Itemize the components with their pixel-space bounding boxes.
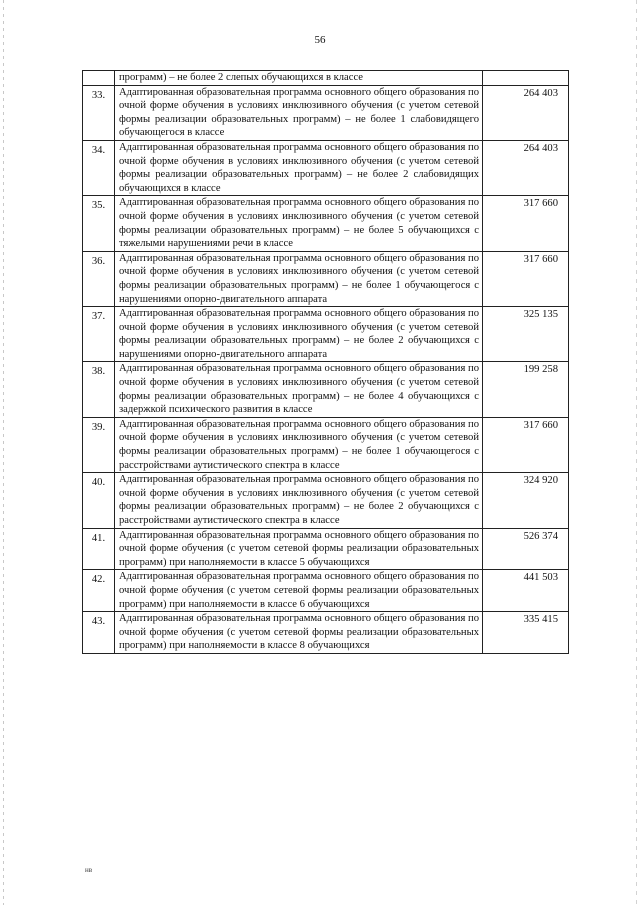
row-number: 38. xyxy=(83,362,115,417)
row-number: 43. xyxy=(83,612,115,654)
table-row xyxy=(83,140,569,195)
table-row-continuation xyxy=(83,71,569,86)
row-number: 41. xyxy=(83,528,115,570)
table-row xyxy=(83,85,569,140)
row-value: 317 660 xyxy=(483,251,569,306)
row-description: Адаптированная образовательная программа основного общего образования по очной форме обучения в условиях инклюзивного обучения (с учетом сетевой формы реализации образовательных программ) – не более 4 обучающихся с задержкой психического развития в классе xyxy=(115,362,483,417)
footer-mark: нв xyxy=(85,866,93,874)
table-row xyxy=(83,251,569,306)
row-description: Адаптированная образовательная программа основного общего образования по очной форме обучения в условиях инклюзивного обучения (с учетом сетевой формы реализации образовательных программ) – не более 1 обучающегося с расстройствами аутистического спектра в классе xyxy=(115,417,483,472)
table-row xyxy=(83,362,569,417)
row-number xyxy=(83,71,115,86)
row-value: 526 374 xyxy=(483,528,569,570)
table-body xyxy=(83,71,569,654)
row-value: 317 660 xyxy=(483,417,569,472)
table-row xyxy=(83,612,569,654)
row-description: Адаптированная образовательная программа основного общего образования по очной форме обучения в условиях инклюзивного обучения (с учетом сетевой формы реализации образовательных программ) – не более 1 слабовидящего обучающегося в классе xyxy=(115,85,483,140)
table-row xyxy=(83,528,569,570)
scan-edge-right xyxy=(636,0,637,905)
row-description: Адаптированная образовательная программа основного общего образования по очной форме обучения в условиях инклюзивного обучения (с учетом сетевой формы реализации образовательных программ) – не более 1 обучающегося с нарушениями опорно-двигательного аппарата xyxy=(115,251,483,306)
row-value xyxy=(483,71,569,86)
row-description: Адаптированная образовательная программа основного общего образования по очной форме обучения (с учетом сетевой формы реализации образовательных программ) при наполняемости в классе 6 обучающихся xyxy=(115,570,483,612)
row-value: 264 403 xyxy=(483,140,569,195)
row-number: 42. xyxy=(83,570,115,612)
row-value: 325 135 xyxy=(483,307,569,362)
row-number: 40. xyxy=(83,473,115,528)
row-value: 264 403 xyxy=(483,85,569,140)
row-value: 441 503 xyxy=(483,570,569,612)
row-value: 324 920 xyxy=(483,473,569,528)
table-row xyxy=(83,307,569,362)
row-number: 35. xyxy=(83,196,115,251)
row-description: Адаптированная образовательная программа основного общего образования по очной форме обучения (с учетом сетевой формы реализации образовательных программ) при наполняемости в классе 8 обучающихся xyxy=(115,612,483,654)
scan-edge-left xyxy=(3,0,4,905)
row-description: Адаптированная образовательная программа основного общего образования по очной форме обучения в условиях инклюзивного обучения (с учетом сетевой формы реализации образовательных программ) – не более 5 обучающихся с тяжелыми нарушениями речи в классе xyxy=(115,196,483,251)
row-description: Адаптированная образовательная программа основного общего образования по очной форме обучения в условиях инклюзивного обучения (с учетом сетевой формы реализации образовательных программ) – не более 2 обучающихся с нарушениями опорно-двигательного аппарата xyxy=(115,307,483,362)
tariff-table xyxy=(82,70,569,654)
row-number: 34. xyxy=(83,140,115,195)
page-number: 56 xyxy=(314,34,326,46)
table-row xyxy=(83,417,569,472)
table-row xyxy=(83,570,569,612)
row-description: Адаптированная образовательная программа основного общего образования по очной форме обучения (с учетом сетевой формы реализации образовательных программ) при наполняемости в классе 5 обучающихся xyxy=(115,528,483,570)
row-value: 317 660 xyxy=(483,196,569,251)
row-description: Адаптированная образовательная программа основного общего образования по очной форме обучения в условиях инклюзивного обучения (с учетом сетевой формы реализации образовательных программ) – не более 2 обучающихся с расстройствами аутистического спектра в классе xyxy=(115,473,483,528)
row-value: 199 258 xyxy=(483,362,569,417)
row-number: 39. xyxy=(83,417,115,472)
row-number: 37. xyxy=(83,307,115,362)
row-description: программ) – не более 2 слепых обучающихся в классе xyxy=(115,71,483,86)
row-value: 335 415 xyxy=(483,612,569,654)
table-row xyxy=(83,196,569,251)
table-row xyxy=(83,473,569,528)
row-number: 36. xyxy=(83,251,115,306)
row-number: 33. xyxy=(83,85,115,140)
row-description: Адаптированная образовательная программа основного общего образования по очной форме обучения в условиях инклюзивного обучения (с учетом сетевой формы реализации образовательных программ) – не более 2 слабовидящих обучающихся в классе xyxy=(115,140,483,195)
